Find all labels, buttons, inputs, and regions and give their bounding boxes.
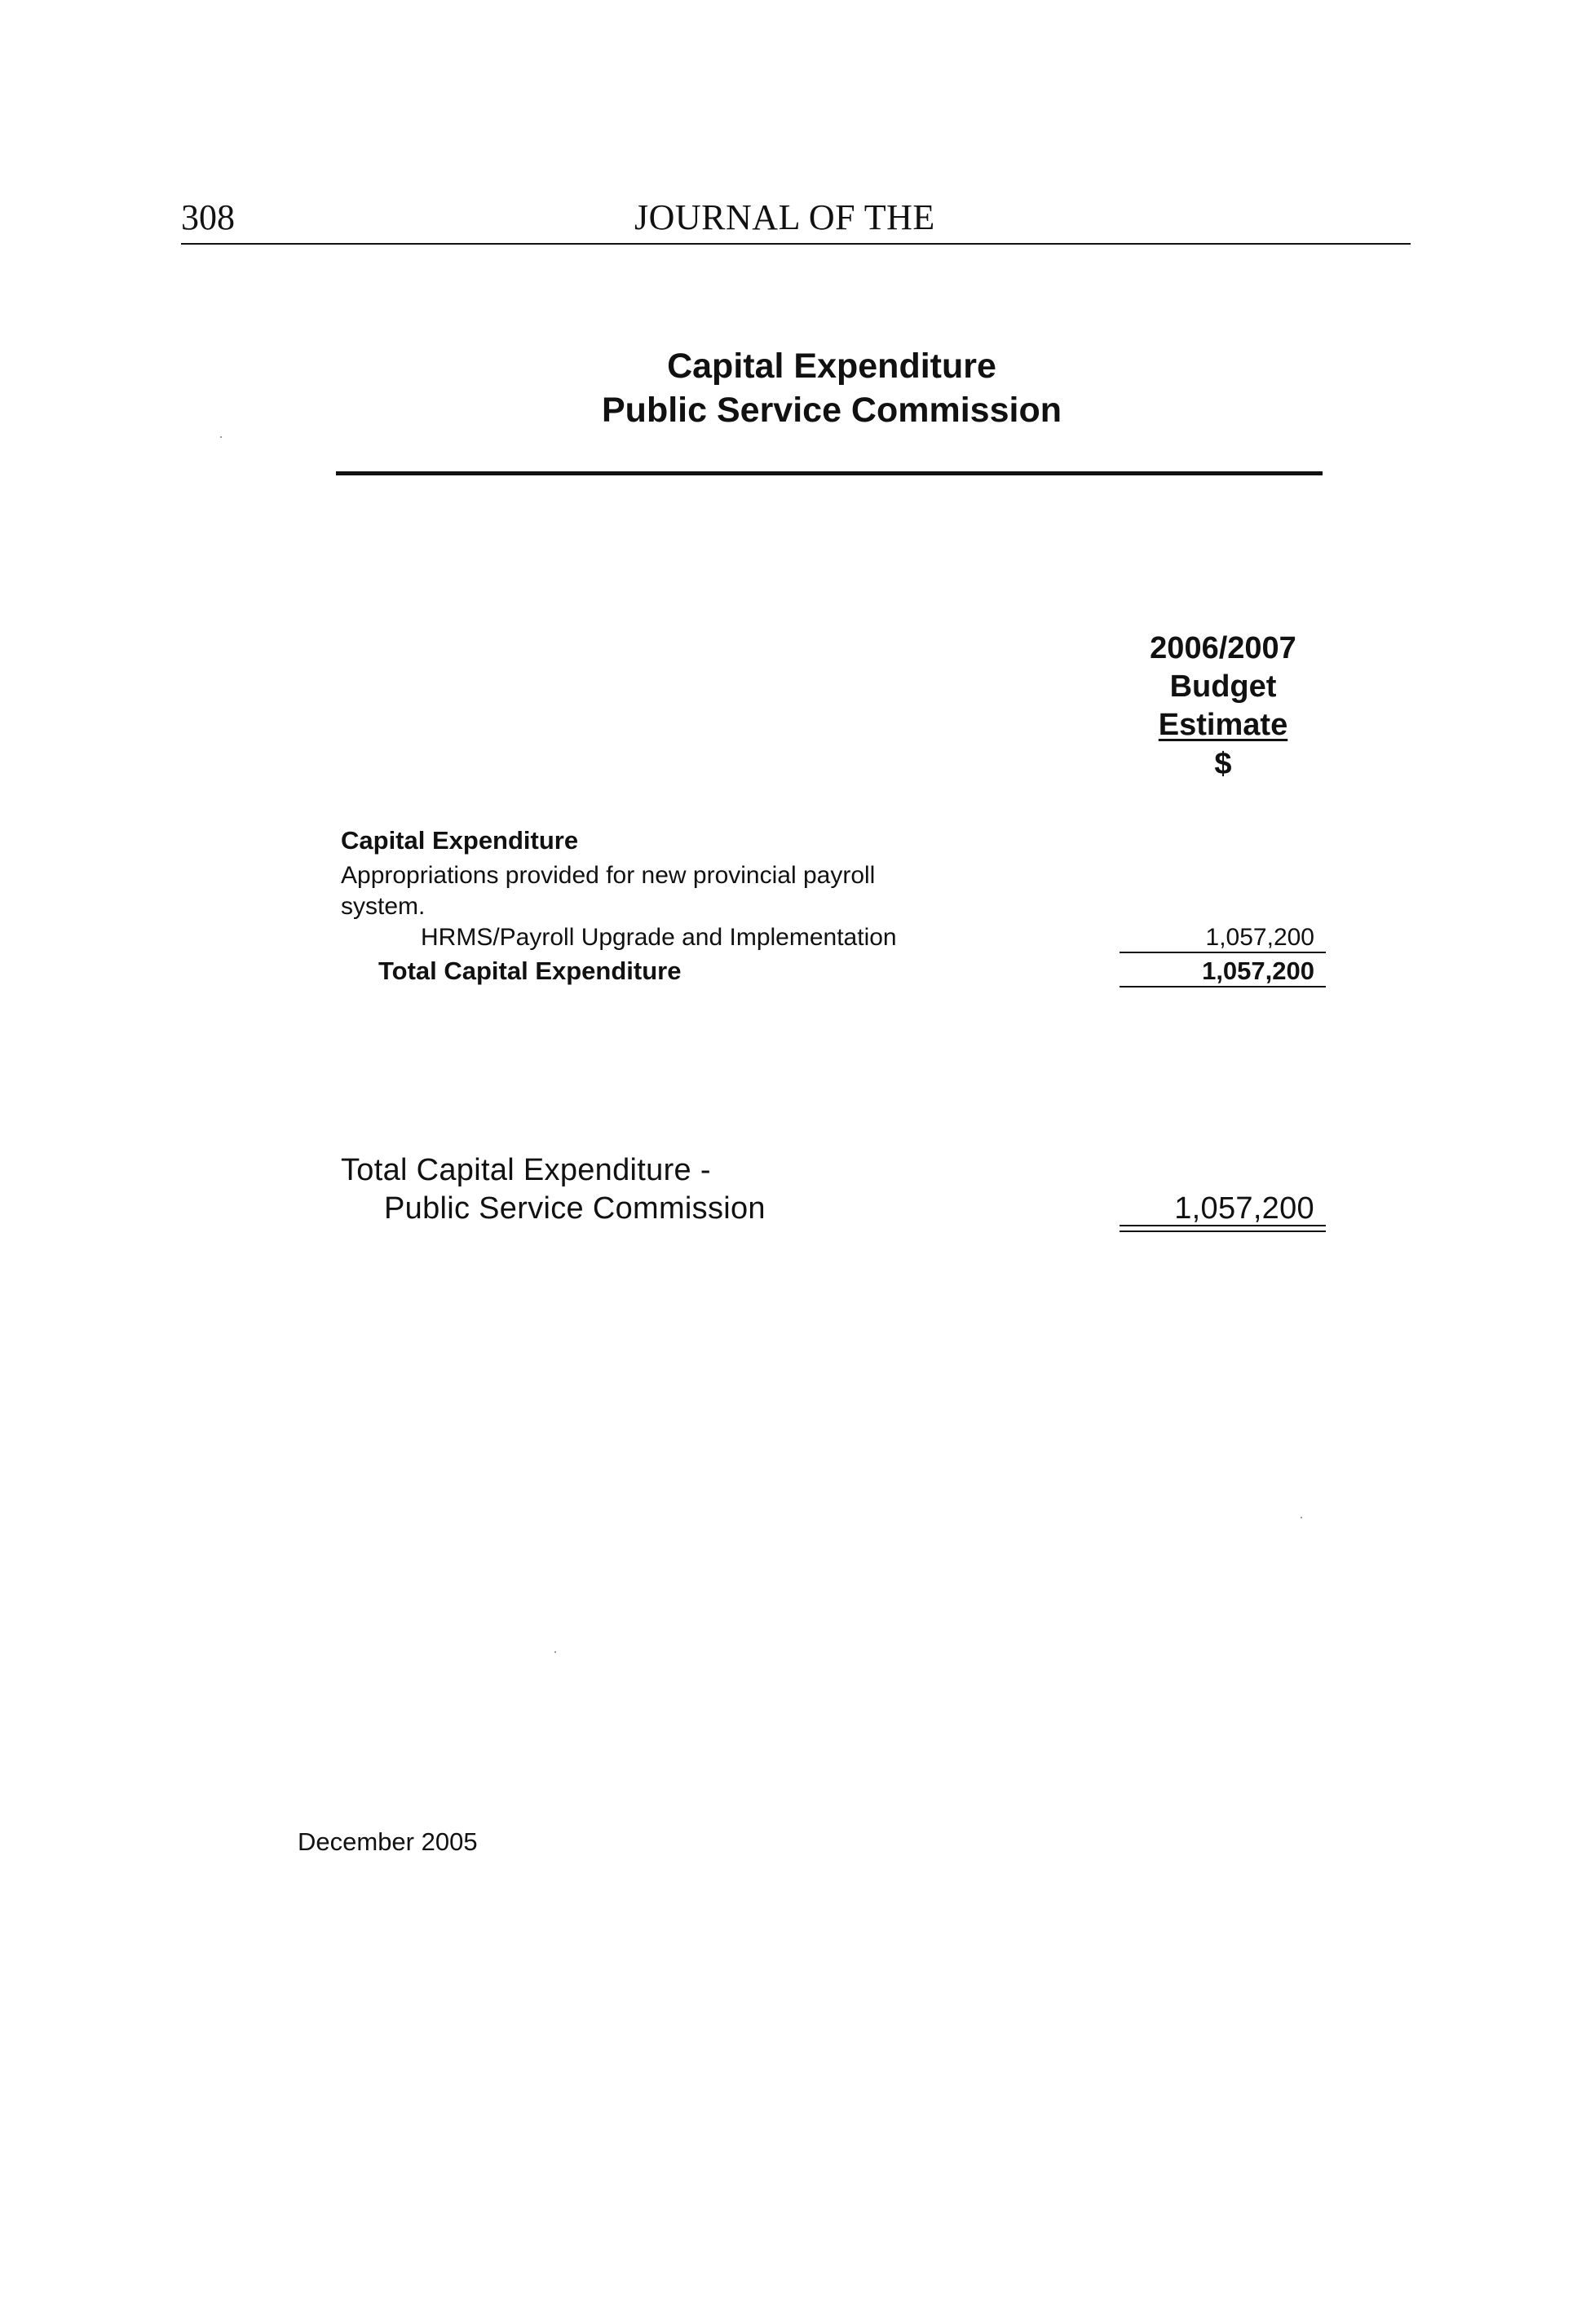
grand-total-double-rule <box>1120 1225 1326 1232</box>
scan-speck <box>554 1651 556 1653</box>
column-header-unit: $ <box>1214 747 1232 781</box>
report-title: Capital Expenditure <box>667 347 996 386</box>
header-rule <box>181 243 1411 245</box>
grand-total-amount: 1,057,200 <box>1174 1191 1314 1226</box>
title-rule <box>336 471 1323 475</box>
line-item-amount: 1,057,200 <box>1205 924 1314 951</box>
column-header-budget: Budget <box>1169 669 1277 704</box>
grand-total-label: Total Capital Expenditure - <box>341 1153 711 1187</box>
subtotal-amount: 1,057,200 <box>1202 957 1314 985</box>
scan-speck <box>1301 1517 1302 1518</box>
subtotal-rule <box>1120 986 1326 987</box>
line-item-label: HRMS/Payroll Upgrade and Implementation <box>421 924 897 951</box>
scan-speck <box>220 436 222 438</box>
page-number: 308 <box>181 197 235 237</box>
footer-date: December 2005 <box>298 1827 478 1856</box>
report-subtitle: Public Service Commission <box>602 391 1062 430</box>
subtotal-label: Total Capital Expenditure <box>378 957 682 985</box>
section-title: Capital Expenditure <box>341 826 579 855</box>
line-item-rule <box>1120 952 1326 953</box>
running-title: JOURNAL OF THE <box>634 197 935 237</box>
column-header-estimate: Estimate <box>1158 708 1288 742</box>
column-header-year: 2006/2007 <box>1150 631 1296 665</box>
grand-total-label-line2: Public Service Commission <box>384 1191 766 1226</box>
section-description: Appropriations provided for new provincial payroll system. <box>341 862 876 920</box>
